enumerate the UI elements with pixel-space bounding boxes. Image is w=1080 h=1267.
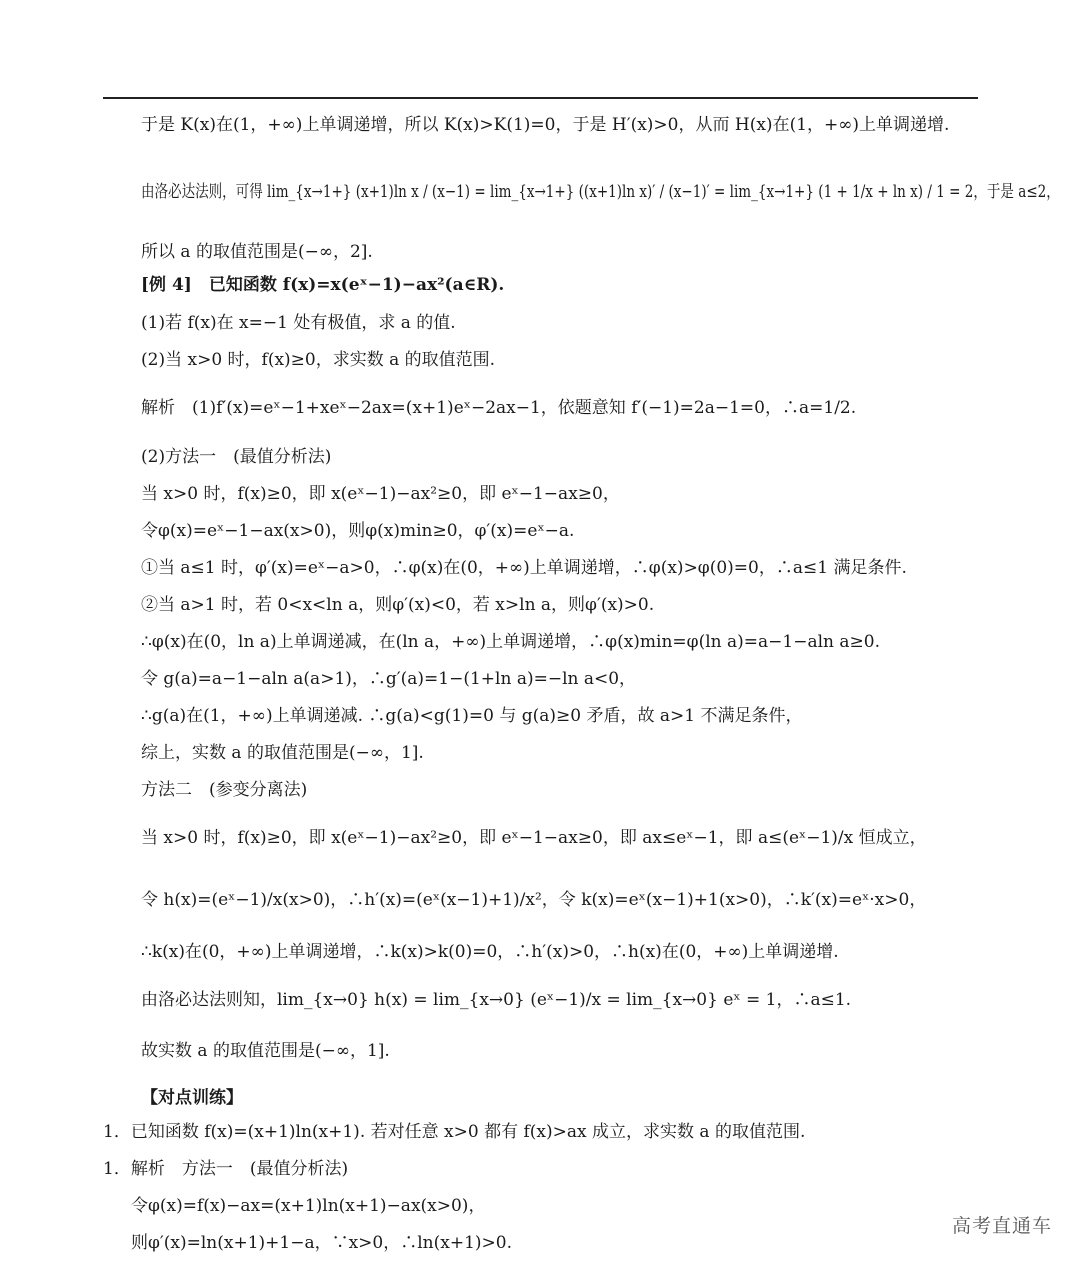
text-line: 1．解析 方法一 (最值分析法) [103,1159,349,1179]
text-line: 由洛必达法则知，lim_{x→0} h(x) = lim_{x→0} (eˣ−1)/x = lim_{x→0} eˣ = 1，∴a≤1. [141,990,852,1010]
text-line: 当 x>0 时，f(x)≥0，即 x(eˣ−1)−ax²≥0，即 eˣ−1−ax≥0， [141,484,620,504]
text-line: 1．已知函数 f(x)=(x+1)ln(x+1). 若对任意 x>0 都有 f(x)>ax 成立，求实数 a 的取值范围. [103,1122,806,1142]
text-line: 方法二 (参变分离法) [141,780,308,800]
text-line: 令 g(a)=a−1−aln a(a>1)，∴g′(a)=1−(1+ln a)=−ln a<0， [141,669,637,689]
example-heading: [例 4] 已知函数 f(x)=x(eˣ−1)−ax²(a∈R). [141,275,505,295]
watermark: 高考直通车 [951,1215,1052,1237]
text-line: 令φ(x)=f(x)−ax=(x+1)ln(x+1)−ax(x>0)， [131,1196,486,1216]
text-line: 所以 a 的取值范围是(−∞，2]. [141,242,373,262]
text-line: 综上，实数 a 的取值范围是(−∞，1]. [141,743,424,763]
header-rule [103,97,978,99]
text-line: ∴k(x)在(0，+∞)上单调递增，∴k(x)>k(0)=0，∴h′(x)>0，∴h(x)在(0，+∞)上单调递增. [141,942,839,962]
text-line: 令φ(x)=eˣ−1−ax(x>0)，则φ(x)min≥0，φ′(x)=eˣ−a. [141,521,575,541]
text-line: 当 x>0 时，f(x)≥0，即 x(eˣ−1)−ax²≥0，即 eˣ−1−ax≥0，即 ax≤eˣ−1，即 a≤(eˣ−1)/x 恒成立， [141,828,927,848]
text-line: 令 h(x)=(eˣ−1)/x(x>0)，∴h′(x)=(eˣ(x−1)+1)/x²，令 k(x)=eˣ(x−1)+1(x>0)，∴k′(x)=eˣ·x>0， [141,890,927,910]
text-line: ∴g(a)在(1，+∞)上单调递减. ∴g(a)<g(1)=0 与 g(a)≥0 矛盾，故 a>1 不满足条件， [141,706,803,726]
text-line: 由洛必达法则，可得 lim_{x→1+} (x+1)ln x / (x−1) = lim_{x→1+} ((x+1)ln x)′ / (x−1)′ = lim_{x→1+} (1 + 1/x + ln x) / 1 = 2，于是 a≤2， [141,182,1060,202]
text-line: ∴φ(x)在(0，ln a)上单调递减，在(ln a，+∞)上单调递增，∴φ(x)min=φ(ln a)=a−1−aln a≥0. [141,632,880,652]
text-line: 故实数 a 的取值范围是(−∞，1]. [141,1041,390,1061]
text-line: (1)若 f(x)在 x=−1 处有极值，求 a 的值. [141,313,456,333]
text-line: 解析 (1)f′(x)=eˣ−1+xeˣ−2ax=(x+1)eˣ−2ax−1，依题意知 f′(−1)=2a−1=0，∴a=1/2. [141,398,857,418]
text-line: 于是 K(x)在(1，+∞)上单调递增，所以 K(x)>K(1)=0，于是 H′(x)>0，从而 H(x)在(1，+∞)上单调递增. [141,115,950,135]
section-heading: 【对点训练】 [141,1088,243,1108]
text-line: (2)方法一 (最值分析法) [141,447,332,467]
text-line: 则φ′(x)=ln(x+1)+1−a，∵x>0，∴ln(x+1)>0. [131,1233,513,1253]
text-line: (2)当 x>0 时，f(x)≥0，求实数 a 的取值范围. [141,350,496,370]
text-line: ②当 a>1 时，若 0<x<ln a，则φ′(x)<0，若 x>ln a，则φ′(x)>0. [141,595,655,615]
text-line: ①当 a≤1 时，φ′(x)=eˣ−a>0，∴φ(x)在(0，+∞)上单调递增，∴φ(x)>φ(0)=0，∴a≤1 满足条件. [141,558,907,578]
